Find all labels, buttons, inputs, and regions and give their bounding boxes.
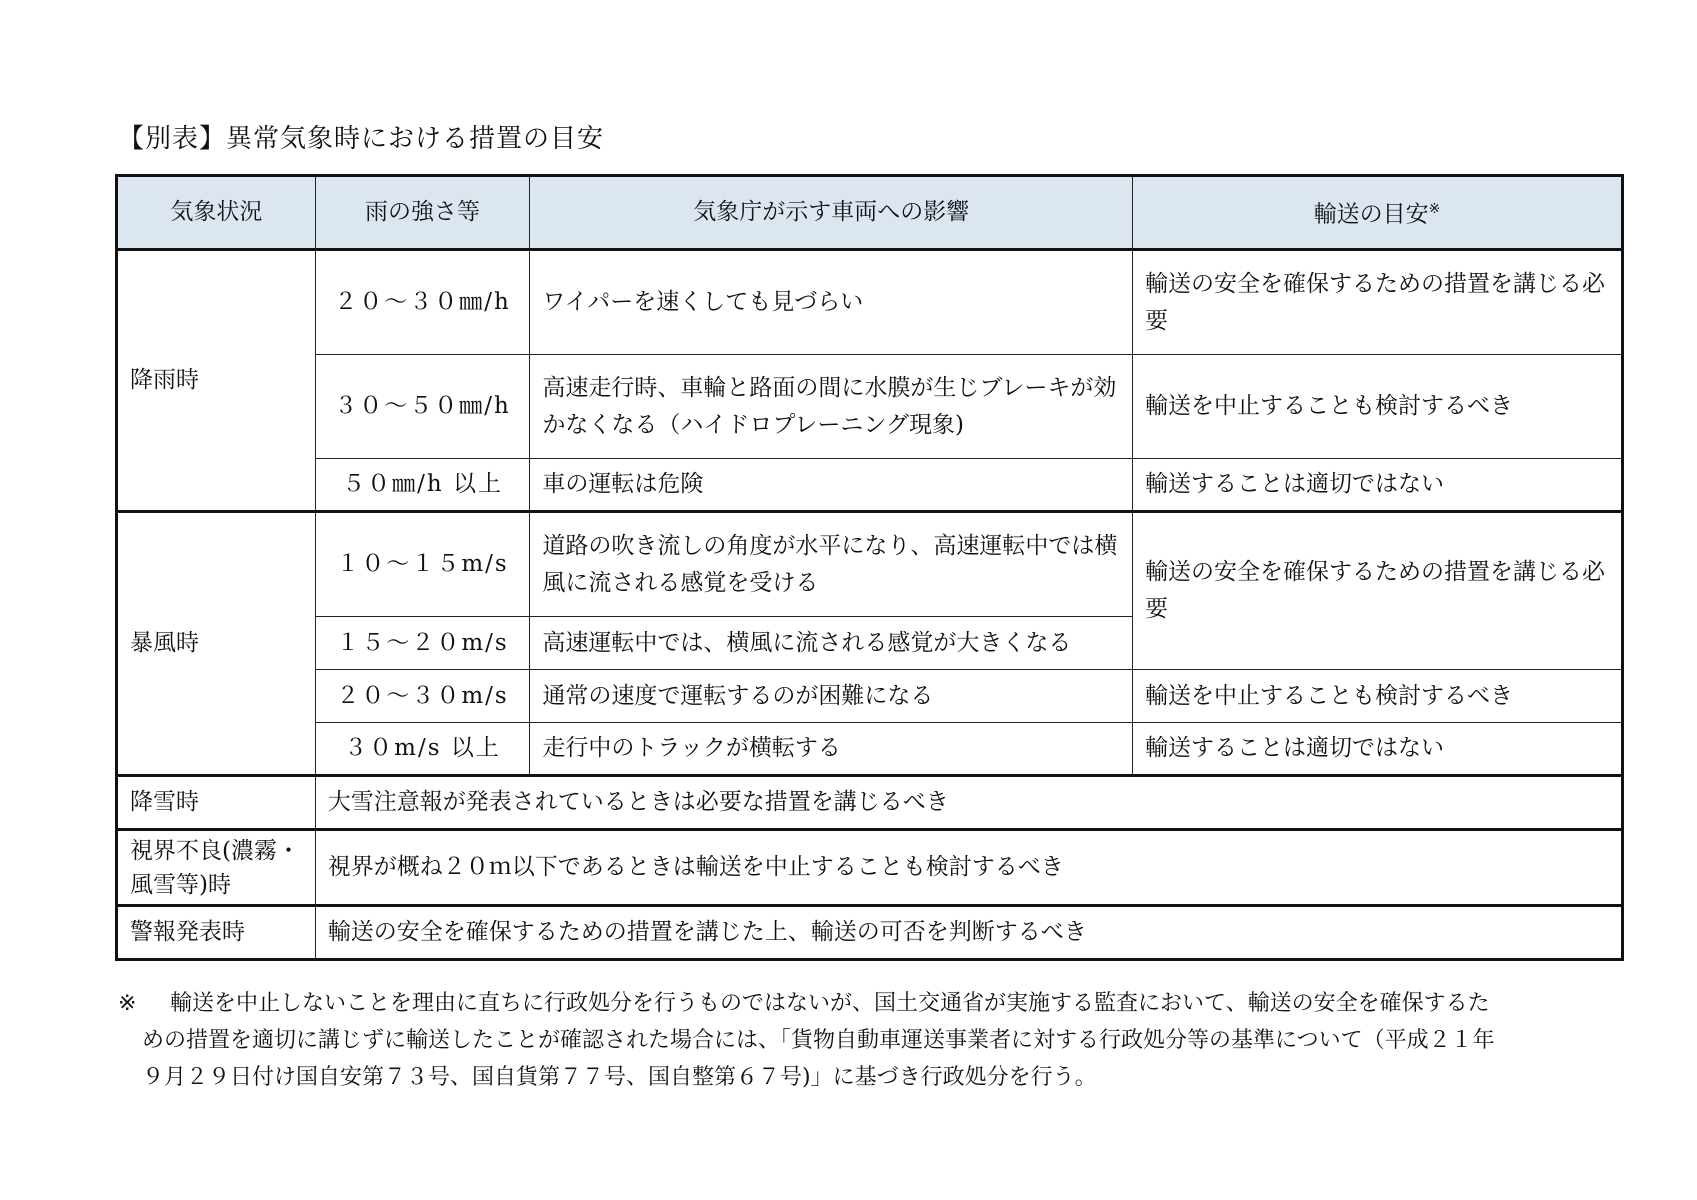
footnote (118, 985, 1628, 1096)
wind-effect-4: 走行中のトラックが横転する (530, 723, 1133, 776)
header-guide (1133, 176, 1623, 250)
visibility-label-line2: 風雪等)時 (130, 871, 231, 898)
table-row (117, 723, 1623, 776)
footnote-line-1: 輸送を中止しないことを理由に直ちに行政処分を行うものではないが、国土交通省が実施する監査において、輸送の安全を確保するた (170, 991, 1490, 1016)
table-row (117, 250, 1623, 355)
rain-effect-2: 高速走行時、車輪と路面の間に水膜が生じブレーキが効かなくなる（ハイドロプレーニング現象) (530, 355, 1133, 459)
header-effect: 気象庁が示す車両への影響 (530, 176, 1133, 250)
table-row (117, 512, 1623, 617)
footnote-line-2: めの措置を適切に講じずに輸送したことが確認された場合には、「貨物自動車運送事業者に対する行政処分等の基準について（平成２１年 (142, 1028, 1495, 1053)
rain-effect-1: ワイパーを速くしても見づらい (530, 250, 1133, 355)
rain-intensity-1: ２０～３０㎜/h (315, 250, 530, 355)
header-weather: 気象状況 (117, 176, 316, 250)
wind-guide-4: 輸送することは適切ではない (1133, 723, 1623, 776)
footnote-mark: ※ (118, 991, 137, 1016)
rain-intensity-2: ３０～５０㎜/h (315, 355, 530, 459)
wind-label: 暴風時 (117, 512, 316, 776)
header-guide-label: 輸送の目安 (1313, 201, 1429, 228)
rain-guide-3: 輸送することは適切ではない (1133, 459, 1623, 512)
wind-guide-1: 輸送の安全を確保するための措置を講じる必要 (1133, 512, 1623, 670)
header-intensity: 雨の強さ等 (315, 176, 530, 250)
table-row (117, 906, 1623, 960)
visibility-label-line1: 視界不良(濃霧・ (130, 837, 300, 864)
table-row (117, 459, 1623, 512)
warning-text: 輸送の安全を確保するための措置を講じた上、輸送の可否を判断するべき (315, 906, 1622, 960)
footnote-line-3: ９月２９日付け国自安第７３号、国自貨第７７号、国自整第６７号)」に基づき行政処分を行う。 (142, 1065, 1097, 1090)
wind-intensity-1: １０～１５m/s (315, 512, 530, 617)
rain-effect-3: 車の運転は危険 (530, 459, 1133, 512)
wind-effect-1: 道路の吹き流しの角度が水平になり、高速運転中では横風に流される感覚を受ける (530, 512, 1133, 617)
wind-effect-3: 通常の速度で運転するのが困難になる (530, 670, 1133, 723)
visibility-text: 視界が概ね２０ｍ以下であるときは輸送を中止することも検討するべき (315, 830, 1622, 906)
snow-label: 降雪時 (117, 776, 316, 830)
rain-label: 降雨時 (117, 250, 316, 512)
rain-intensity-3: ５０㎜/h 以上 (315, 459, 530, 512)
wind-guide-3: 輸送を中止することも検討するべき (1133, 670, 1623, 723)
visibility-label (117, 830, 316, 906)
wind-intensity-4: ３０m/s 以上 (315, 723, 530, 776)
weather-measures-table (115, 174, 1624, 961)
wind-effect-2: 高速運転中では、横風に流される感覚が大きくなる (530, 617, 1133, 670)
table-header-row (117, 176, 1623, 250)
wind-intensity-3: ２０～３０m/s (315, 670, 530, 723)
table-row (117, 776, 1623, 830)
rain-guide-2: 輸送を中止することも検討するべき (1133, 355, 1623, 459)
page-title: 【別表】異常気象時における措置の目安 (118, 124, 605, 154)
wind-intensity-2: １５～２０m/s (315, 617, 530, 670)
table-row (117, 830, 1623, 906)
snow-text: 大雪注意報が発表されているときは必要な措置を講じるべき (315, 776, 1622, 830)
table-row (117, 670, 1623, 723)
warning-label: 警報発表時 (117, 906, 316, 960)
header-note-mark: ※ (1428, 201, 1441, 218)
table-row (117, 355, 1623, 459)
rain-guide-1: 輸送の安全を確保するための措置を講じる必要 (1133, 250, 1623, 355)
